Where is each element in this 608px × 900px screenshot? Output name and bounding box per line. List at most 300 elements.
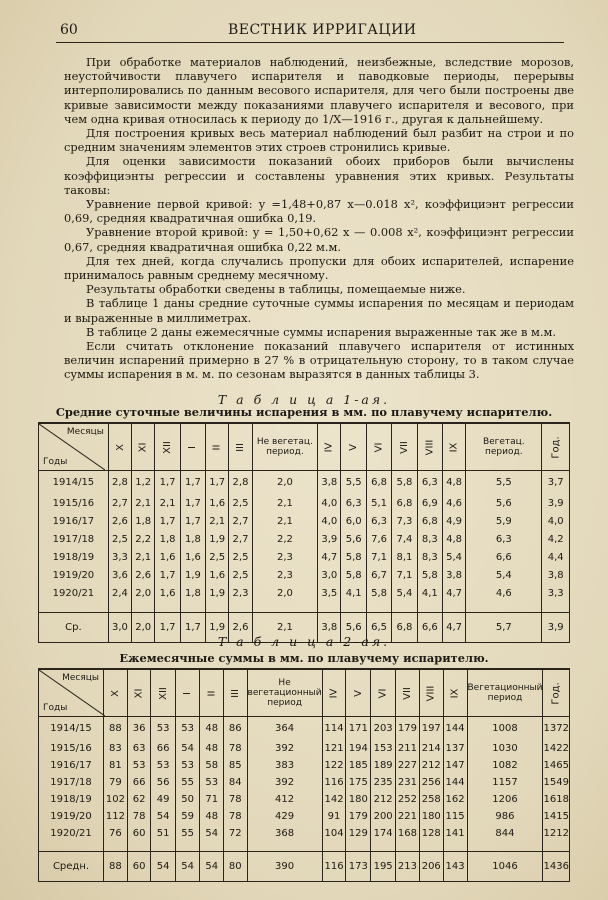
veg-header: Вегетационный период xyxy=(467,669,543,717)
average-cell: 4,7 xyxy=(442,613,465,643)
average-cell: 173 xyxy=(346,852,371,882)
average-cell: 390 xyxy=(247,852,322,882)
table-cell: 1415 xyxy=(543,808,570,825)
paragraph: Для построения кривых весь материал наблюдений был разбит на строи и по средним значениям элементов этих строев стронились кривые. xyxy=(64,126,574,155)
table-cell: 1,8 xyxy=(180,531,205,549)
table-cell: 36 xyxy=(127,717,151,740)
table-cell: 1,6 xyxy=(155,585,180,603)
table-cell: 122 xyxy=(322,757,346,774)
table-cell: 55 xyxy=(175,825,200,842)
table-row xyxy=(39,549,570,567)
spacer-cell xyxy=(341,603,366,613)
spacer-cell xyxy=(466,603,542,613)
table-cell: 1082 xyxy=(467,757,543,774)
row-year: 1920/21 xyxy=(39,825,104,842)
average-cell: 6,6 xyxy=(417,613,442,643)
table-cell: 5,4 xyxy=(392,585,417,603)
row-year: 1914/15 xyxy=(39,471,109,495)
table-cell: 53 xyxy=(127,757,151,774)
table-cell: 78 xyxy=(223,740,247,757)
table-cell: 5,8 xyxy=(417,567,442,585)
corner-label-years: Годы xyxy=(43,457,68,467)
average-cell: 1,7 xyxy=(180,613,205,643)
column-label: III xyxy=(234,442,246,452)
table-row xyxy=(39,774,570,791)
table-cell: 180 xyxy=(346,791,371,808)
table-cell: 2,3 xyxy=(252,549,318,567)
column-label: VI xyxy=(377,688,389,698)
table-cell: 2,8 xyxy=(229,471,252,495)
table-cell: 48 xyxy=(200,740,224,757)
spacer-cell xyxy=(252,603,318,613)
table-cell: 55 xyxy=(175,774,200,791)
month-header xyxy=(175,669,200,717)
table1-subtitle: Средние суточные величины испарения в мм. по плавучему испарителю. xyxy=(55,405,553,419)
table-cell: 5,8 xyxy=(392,471,417,495)
spacer-cell xyxy=(318,603,341,613)
table-row xyxy=(39,757,570,774)
column-label: VI xyxy=(373,442,385,452)
average-cell: 80 xyxy=(223,852,247,882)
table-cell: 2,7 xyxy=(229,531,252,549)
corner-label-years: Годы xyxy=(43,703,68,713)
table-cell: 3,9 xyxy=(318,531,341,549)
table-cell: 194 xyxy=(346,740,371,757)
month-header xyxy=(206,423,229,471)
table-cell: 78 xyxy=(223,791,247,808)
paragraph: Для тех дней, когда случались пропуски для обоих испарителей, испарение принималось равным среднему месячному. xyxy=(64,253,574,283)
paragraph: Результаты обработки сведены в таблицы, помещаемые ниже. xyxy=(86,282,466,297)
table-cell: 7,3 xyxy=(392,513,417,531)
table-cell: 56 xyxy=(151,774,176,791)
row-year: 1916/17 xyxy=(39,757,104,774)
table-cell: 1,8 xyxy=(180,585,205,603)
table-cell: 3,9 xyxy=(542,495,570,513)
table-cell: 112 xyxy=(104,808,128,825)
table-cell: 211 xyxy=(396,740,420,757)
column-label: Год. xyxy=(550,681,562,705)
year-header xyxy=(542,423,570,471)
table-cell: 1,7 xyxy=(155,513,180,531)
average-cell: 206 xyxy=(419,852,443,882)
table-cell: 6,9 xyxy=(417,495,442,513)
average-cell: 88 xyxy=(104,852,128,882)
table-cell: 2,2 xyxy=(132,531,155,549)
table-cell: 364 xyxy=(247,717,322,740)
table-cell: 1422 xyxy=(543,740,570,757)
table-cell: 2,3 xyxy=(229,585,252,603)
column-label: Год. xyxy=(550,435,562,459)
row-year: 1919/20 xyxy=(39,567,109,585)
row-year: 1919/20 xyxy=(39,808,104,825)
table-cell: 5,4 xyxy=(466,567,542,585)
average-cell: 3,0 xyxy=(108,613,131,643)
table-cell: 212 xyxy=(371,791,396,808)
table-cell: 3,3 xyxy=(542,585,570,603)
table-cell: 59 xyxy=(175,808,200,825)
veg-header: Вегетац. период. xyxy=(466,423,542,471)
paragraph: В таблице 2 даны ежемесячные суммы испарения выраженные так же в м.м. xyxy=(86,324,557,339)
table-cell: 2,8 xyxy=(108,471,131,495)
table-cell: 4,4 xyxy=(542,549,570,567)
table-cell: 3,8 xyxy=(442,567,465,585)
table-cell: 147 xyxy=(443,757,467,774)
table-cell: 4,6 xyxy=(442,495,465,513)
table-cell: 54 xyxy=(200,825,224,842)
table-cell: 2,1 xyxy=(132,549,155,567)
table-cell: 2,5 xyxy=(229,495,252,513)
corner-header xyxy=(39,669,104,717)
table-cell: 383 xyxy=(247,757,322,774)
average-cell: 1436 xyxy=(543,852,570,882)
table-cell: 6,6 xyxy=(466,549,542,567)
spacer-cell xyxy=(346,842,371,852)
table-cell: 171 xyxy=(346,717,371,740)
average-cell: 1046 xyxy=(467,852,543,882)
table-cell: 179 xyxy=(396,717,420,740)
table-cell: 2,2 xyxy=(252,531,318,549)
paragraph: В таблице 1 даны средние суточные суммы испарения по месяцам и периодам и выраженные в миллиметрах. xyxy=(64,296,574,325)
year-header xyxy=(543,669,570,717)
table-cell: 1,8 xyxy=(155,531,180,549)
table-cell: 2,5 xyxy=(229,567,252,585)
spacer-row xyxy=(39,603,570,613)
month-header xyxy=(151,669,176,717)
spacer-cell xyxy=(542,603,570,613)
nonveg-header: Не вегетационный период xyxy=(247,669,322,717)
table-cell: 2,6 xyxy=(132,567,155,585)
table-cell: 91 xyxy=(322,808,346,825)
table-cell: 58 xyxy=(200,757,224,774)
table-cell: 6,7 xyxy=(366,567,391,585)
spacer-cell xyxy=(151,842,176,852)
table-cell: 7,1 xyxy=(392,567,417,585)
table-cell: 235 xyxy=(371,774,396,791)
table-cell: 144 xyxy=(443,774,467,791)
table-cell: 1,6 xyxy=(206,495,229,513)
table-cell: 1157 xyxy=(467,774,543,791)
month-header xyxy=(223,669,247,717)
table-cell: 142 xyxy=(322,791,346,808)
spacer-cell xyxy=(247,842,322,852)
average-cell: 1,7 xyxy=(155,613,180,643)
table-cell: 197 xyxy=(419,717,443,740)
spacer-cell xyxy=(396,842,420,852)
table-cell: 62 xyxy=(127,791,151,808)
table-cell: 252 xyxy=(396,791,420,808)
paragraph: Для оценки зависимости показаний обоих приборов были вычислены коэффициэнты регрессии и составлены уравнения этих кривых. Результаты таковы: xyxy=(64,154,574,197)
table-cell: 2,5 xyxy=(229,549,252,567)
table-cell: 1,9 xyxy=(180,567,205,585)
month-header xyxy=(108,423,131,471)
table-cell: 5,4 xyxy=(442,549,465,567)
table-cell: 368 xyxy=(247,825,322,842)
column-label: IX xyxy=(448,442,460,452)
average-cell: 116 xyxy=(322,852,346,882)
table-cell: 5,8 xyxy=(366,585,391,603)
spacer-cell xyxy=(155,603,180,613)
month-header xyxy=(396,669,420,717)
table-cell: 4,1 xyxy=(417,585,442,603)
row-year: 1914/15 xyxy=(39,717,104,740)
table-cell: 54 xyxy=(175,740,200,757)
spacer-cell xyxy=(132,603,155,613)
table-cell: 5,8 xyxy=(341,549,366,567)
table-cell: 2,1 xyxy=(155,495,180,513)
table-cell: 5,8 xyxy=(341,567,366,585)
table-cell: 392 xyxy=(247,774,322,791)
spacer-cell xyxy=(322,842,346,852)
table-cell: 189 xyxy=(371,757,396,774)
table-cell: 6,3 xyxy=(341,495,366,513)
corner-label-months: Месяцы xyxy=(66,427,104,437)
table-cell: 227 xyxy=(396,757,420,774)
month-header xyxy=(443,669,467,717)
table-cell: 88 xyxy=(104,717,128,740)
average-cell: 2,6 xyxy=(229,613,252,643)
table-cell: 115 xyxy=(443,808,467,825)
table-cell: 5,6 xyxy=(466,495,542,513)
table-row xyxy=(39,513,570,531)
column-label: V xyxy=(348,443,360,451)
table-cell: 231 xyxy=(396,774,420,791)
table-cell: 4,8 xyxy=(442,471,465,495)
table-row xyxy=(39,531,570,549)
table-cell: 162 xyxy=(443,791,467,808)
table2 xyxy=(38,668,570,882)
table-cell: 1549 xyxy=(543,774,570,791)
table-cell: 5,9 xyxy=(466,513,542,531)
table-cell: 4,9 xyxy=(442,513,465,531)
table-row xyxy=(39,471,570,495)
table-row xyxy=(39,495,570,513)
table-cell: 2,6 xyxy=(108,513,131,531)
table-cell: 128 xyxy=(419,825,443,842)
column-label: XI xyxy=(133,688,145,698)
table-cell: 8,3 xyxy=(417,531,442,549)
page-number: 60 xyxy=(60,22,78,38)
corner-label-months: Месяцы xyxy=(62,673,99,683)
table-cell: 50 xyxy=(175,791,200,808)
spacer-row xyxy=(39,842,570,852)
table-cell: 53 xyxy=(200,774,224,791)
table-cell: 1,7 xyxy=(206,471,229,495)
spacer-cell xyxy=(206,603,229,613)
table-cell: 221 xyxy=(396,808,420,825)
table1-title: Т а б л и ц а 1-ая. xyxy=(217,392,391,407)
table-cell: 2,0 xyxy=(252,585,318,603)
table-cell: 2,3 xyxy=(252,567,318,585)
nonveg-header: Не вегетац. период. xyxy=(252,423,318,471)
spacer-cell xyxy=(175,842,200,852)
spacer-cell xyxy=(223,842,247,852)
table-cell: 200 xyxy=(371,808,396,825)
table-cell: 212 xyxy=(419,757,443,774)
table-cell: 1,7 xyxy=(180,471,205,495)
column-label: III xyxy=(229,688,241,698)
table-cell: 392 xyxy=(247,740,322,757)
table-cell: 1,7 xyxy=(155,471,180,495)
table-cell: 3,5 xyxy=(318,585,341,603)
average-row xyxy=(39,852,570,882)
table-cell: 5,6 xyxy=(341,531,366,549)
table-cell: 4,8 xyxy=(442,531,465,549)
table2-title: Т а б л и ц а 2-ая. xyxy=(217,634,391,649)
table-cell: 2,4 xyxy=(108,585,131,603)
table-cell: 175 xyxy=(346,774,371,791)
row-year: 1917/18 xyxy=(39,531,109,549)
month-header xyxy=(155,423,180,471)
table-cell: 1212 xyxy=(543,825,570,842)
month-header xyxy=(132,423,155,471)
spacer-cell xyxy=(39,842,104,852)
row-year: 1915/16 xyxy=(39,740,104,757)
spacer-cell xyxy=(417,603,442,613)
table-cell: 2,1 xyxy=(252,495,318,513)
month-header xyxy=(392,423,417,471)
table-cell: 2,1 xyxy=(252,513,318,531)
table-cell: 1,2 xyxy=(132,471,155,495)
month-header xyxy=(322,669,346,717)
row-year: 1915/16 xyxy=(39,495,109,513)
table-cell: 66 xyxy=(151,740,176,757)
table-cell: 129 xyxy=(346,825,371,842)
table-cell: 60 xyxy=(127,825,151,842)
average-cell: 54 xyxy=(151,852,176,882)
table-cell: 2,7 xyxy=(108,495,131,513)
table-cell: 1,6 xyxy=(155,549,180,567)
column-label: II xyxy=(206,690,218,696)
table-cell: 48 xyxy=(200,808,224,825)
table2-subtitle: Ежемесячные суммы в мм. по плавучему испарителю. xyxy=(119,651,489,665)
column-label: IX xyxy=(449,688,461,698)
table-cell: 214 xyxy=(419,740,443,757)
month-header xyxy=(180,423,205,471)
spacer-cell xyxy=(229,603,252,613)
table-cell: 6,3 xyxy=(466,531,542,549)
column-label: I xyxy=(187,445,199,449)
table-cell: 137 xyxy=(443,740,467,757)
spacer-cell xyxy=(366,603,391,613)
table-cell: 4,0 xyxy=(318,513,341,531)
table-cell: 121 xyxy=(322,740,346,757)
average-cell: 143 xyxy=(443,852,467,882)
table-cell: 85 xyxy=(223,757,247,774)
month-header xyxy=(318,423,341,471)
table-cell: 6,8 xyxy=(366,471,391,495)
table-cell: 3,6 xyxy=(108,567,131,585)
table-cell: 153 xyxy=(371,740,396,757)
table-cell: 102 xyxy=(104,791,128,808)
corner-header xyxy=(39,423,109,471)
month-header xyxy=(341,423,366,471)
average-cell: 6,5 xyxy=(366,613,391,643)
table-row xyxy=(39,740,570,757)
table-cell: 4,1 xyxy=(341,585,366,603)
column-label: XII xyxy=(157,686,169,700)
column-label: VII xyxy=(401,686,413,700)
table-cell: 51 xyxy=(151,825,176,842)
average-cell: 5,7 xyxy=(466,613,542,643)
average-cell: 60 xyxy=(127,852,151,882)
spacer-cell xyxy=(104,842,128,852)
table-cell: 4,0 xyxy=(542,513,570,531)
table-cell: 258 xyxy=(419,791,443,808)
paragraph: Если считать отклонение показаний плавучего испарителя от истинных величин испарений примерно в 27 % в отрицательную сторону, то в таком случае суммы испарения в м. м. по сезонам выразятся в данных таблицы 3. xyxy=(64,339,574,382)
table-cell: 53 xyxy=(151,757,176,774)
table-cell: 2,1 xyxy=(206,513,229,531)
table-row xyxy=(39,791,570,808)
month-header xyxy=(200,669,224,717)
table-cell: 2,5 xyxy=(108,531,131,549)
table-cell: 76 xyxy=(104,825,128,842)
table1 xyxy=(38,422,570,643)
spacer-cell xyxy=(442,603,465,613)
average-cell: 2,1 xyxy=(252,613,318,643)
table-cell: 1618 xyxy=(543,791,570,808)
table-cell: 53 xyxy=(175,757,200,774)
table-cell: 78 xyxy=(127,808,151,825)
table-cell: 1,6 xyxy=(180,549,205,567)
table-cell: 5,5 xyxy=(466,471,542,495)
table-cell: 844 xyxy=(467,825,543,842)
average-label: Средн. xyxy=(39,852,104,882)
table-cell: 1030 xyxy=(467,740,543,757)
column-label: VII xyxy=(398,440,410,454)
table-cell: 5,1 xyxy=(366,495,391,513)
table-cell: 83 xyxy=(104,740,128,757)
table-cell: 104 xyxy=(322,825,346,842)
table-cell: 1008 xyxy=(467,717,543,740)
table-cell: 78 xyxy=(223,808,247,825)
paragraph: При обработке материалов наблюдений, неизбежные, вследствие морозов, неустойчивости плавучего испарителя и паводковые периоды, перерывы интерполировались по данным весового испарителя, для чего были построены две кривые зависимости между показаниями плавучего испарителя и весового, при чем одна кривая относилась к периоду до 1/X—1916 г., другая к дальнейшему. xyxy=(64,55,574,126)
month-header xyxy=(371,669,396,717)
table-cell: 6,3 xyxy=(417,471,442,495)
table-cell: 86 xyxy=(223,717,247,740)
spacer-cell xyxy=(371,842,396,852)
table-cell: 144 xyxy=(443,717,467,740)
table-cell: 6,8 xyxy=(417,513,442,531)
table-cell: 1,7 xyxy=(155,567,180,585)
row-year: 1917/18 xyxy=(39,774,104,791)
table-cell: 2,0 xyxy=(132,585,155,603)
average-cell: 3,8 xyxy=(318,613,341,643)
table-row xyxy=(39,567,570,585)
table-cell: 1372 xyxy=(543,717,570,740)
table-cell: 4,7 xyxy=(442,585,465,603)
table-cell: 141 xyxy=(443,825,467,842)
table-cell: 3,0 xyxy=(318,567,341,585)
table-cell: 7,6 xyxy=(366,531,391,549)
table-cell: 71 xyxy=(200,791,224,808)
table-cell: 3,8 xyxy=(542,567,570,585)
table-cell: 185 xyxy=(346,757,371,774)
table-cell: 4,2 xyxy=(542,531,570,549)
table-cell: 7,1 xyxy=(366,549,391,567)
column-label: IV xyxy=(323,442,335,452)
spacer-cell xyxy=(127,842,151,852)
column-label: X xyxy=(109,689,121,697)
table-cell: 1,8 xyxy=(132,513,155,531)
column-label: I xyxy=(182,691,194,695)
table-row xyxy=(39,717,570,740)
table-cell: 53 xyxy=(151,717,176,740)
journal-title: ВЕСТНИК ИРРИГАЦИИ xyxy=(228,22,417,38)
table-cell: 116 xyxy=(322,774,346,791)
table-cell: 2,1 xyxy=(132,495,155,513)
month-header xyxy=(442,423,465,471)
table-cell: 79 xyxy=(104,774,128,791)
